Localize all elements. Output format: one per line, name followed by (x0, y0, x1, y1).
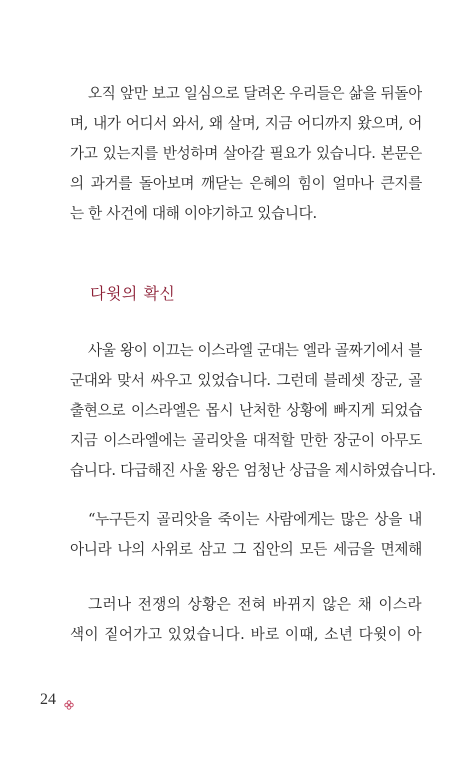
section-heading: 다윗의 확신 (90, 284, 176, 303)
page-footer (40, 691, 74, 709)
intro-line: 오직 앞만 보고 일심으로 달려온 우리들은 삶을 뒤돌아 (88, 85, 422, 102)
intro-line: 는 한 사건에 대해 이야기하고 있습니다. (70, 205, 317, 222)
intro-line: 가고 있는지를 반성하며 살아갈 필요가 있습니다. 본문은 (70, 145, 422, 162)
body-line: 지금 이스라엘에는 골리앗을 대적할 만한 장군이 아무도 (70, 432, 422, 449)
body-line: 색이 짙어가고 있었습니다. 바로 이때, 소년 다윗이 아 (70, 626, 422, 643)
body-line: 군대와 맞서 싸우고 있었습니다. 그런데 블레셋 장군, 골 (70, 372, 422, 389)
quote-line: 아니라 나의 사위로 삼고 그 집안의 모든 세금을 면제해 (70, 541, 422, 558)
intro-line: 며, 내가 어디서 와서, 왜 살며, 지금 어디까지 왔으며, 어 (70, 115, 422, 132)
body-paragraph-2 (70, 590, 422, 650)
body-line: 사울 왕이 이끄는 이스라엘 군대는 엘라 골짜기에서 블 (88, 342, 422, 359)
body-paragraph-1 (70, 336, 436, 486)
body-line: 그러나 전쟁의 상황은 전혀 바뀌지 않은 채 이스라 (88, 596, 422, 613)
flower-ornament-icon (64, 695, 74, 705)
page-number: 24 (40, 691, 56, 708)
body-line: 습니다. 다급해진 사울 왕은 엄청난 상급을 제시하였습니다. (70, 462, 436, 479)
quote-line: “누구든지 골리앗을 죽이는 사람에게는 많은 상을 내 (88, 511, 422, 528)
quote-paragraph (70, 505, 422, 565)
intro-line: 의 과거를 돌아보며 깨닫는 은혜의 힘이 얼마나 큰지를 (70, 175, 422, 192)
intro-paragraph (70, 79, 422, 229)
body-line: 출현으로 이스라엘은 몹시 난처한 상황에 빠지게 되었습 (70, 402, 422, 419)
